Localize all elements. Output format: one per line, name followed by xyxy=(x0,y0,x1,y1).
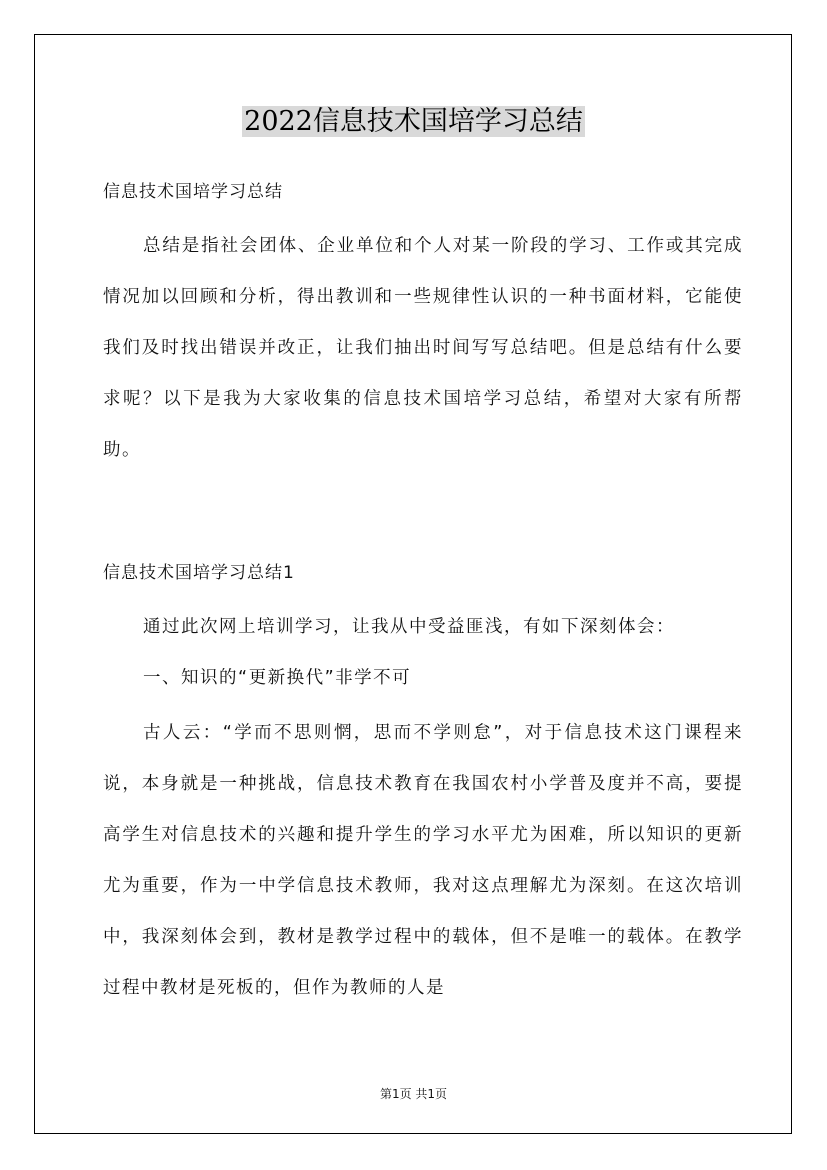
section1-paragraph-2: 一、知识的“更新换代”非学不可 xyxy=(143,668,412,688)
section1-paragraph-1: 通过此次网上培训学习，让我从中受益匪浅，有如下深刻体会： xyxy=(143,617,675,637)
section1-paragraph-3: 古人云：“学而不思则惘，思而不学则怠”，对于信息技术这门课程来说，本身就是一种挑战，信息技术教育在我国农村小学普及度并不高，要提高学生对信息技术的兴趣和提升学生的学习水平尤为困难，所以知识的更新尤为重要，作为一中学信息技术教师，我对这点理解尤为深刻。在这次培训中，我深刻体会到，教材是教学过程中的载体，但不是唯一的载体。在教学过程中教材是死板的，但作为教师的人是 xyxy=(103,723,743,998)
document-subtitle: 信息技术国培学习总结 xyxy=(103,182,283,202)
page-footer: 第1页 共1页 xyxy=(379,1087,448,1101)
section-heading-1: 信息技术国培学习总结1 xyxy=(103,563,295,583)
document-title xyxy=(0,104,827,140)
document-title-text: 2022信息技术国培学习总结 xyxy=(244,106,583,137)
intro-paragraph: 总结是指社会团体、企业单位和个人对某一阶段的学习、工作或其完成情况加以回顾和分析，得出教训和一些规律性认识的一种书面材料，它能使我们及时找出错误并改正，让我们抽出时间写写总结吧。但是总结有什么要求呢？以下是我为大家收集的信息技术国培学习总结，希望对大家有所帮助。 xyxy=(103,236,743,460)
